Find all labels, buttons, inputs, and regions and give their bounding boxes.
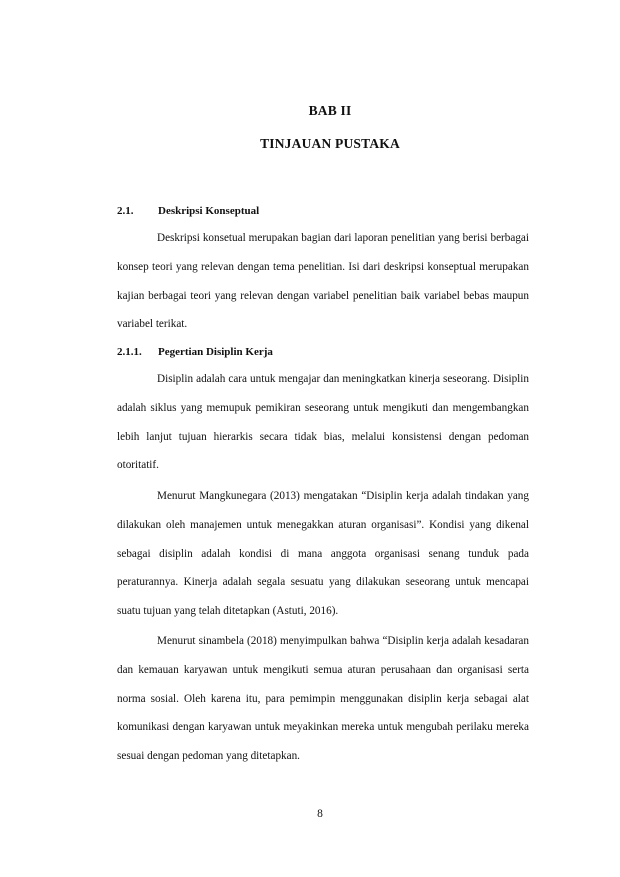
chapter-subtitle: TINJAUAN PUSTAKA [260, 136, 400, 151]
subsection-heading [117, 346, 273, 358]
subsection-title: Pegertian Disiplin Kerja [158, 346, 273, 358]
paragraph: Disiplin adalah cara untuk mengajar dan meningkatkan kinerja seseorang. Disiplin adalah siklus yang memupuk pemikiran seseorang untuk mengikuti dan mengembangkan lebih lanjut tujuan hierarkis secara tidak bias, melalui konsistensi dengan pedoman otoritatif. [117, 373, 529, 472]
paragraph: Menurut sinambela (2018) menyimpulkan bahwa “Disiplin kerja adalah kesadaran dan kemauan karyawan untuk mengikuti semua aturan perusahaan dan organisasi serta norma sosial. Oleh karena itu, para pemimpin menggunakan disiplin kerja sebagai alat komunikasi dengan karyawan untuk meyakinkan mereka untuk mengubah perilaku mereka sesuai dengan pedoman yang ditetapkan. [117, 635, 529, 763]
subsection-number: 2.1.1. [117, 346, 142, 358]
section-title: Deskripsi Konseptual [158, 205, 260, 217]
chapter-title: BAB II [308, 103, 352, 118]
section-heading [117, 205, 259, 217]
paragraph: Deskripsi konsetual merupakan bagian dari laporan penelitian yang berisi berbagai konsep teori yang relevan dengan tema penelitian. Isi dari deskripsi konseptual merupakan kajian berbagai teori yang relevan dengan variabel penelitian baik variabel bebas maupun variabel terikat. [117, 232, 529, 331]
page-number: 8 [317, 808, 323, 820]
paragraph: Menurut Mangkunegara (2013) mengatakan “Disiplin kerja adalah tindakan yang dilakukan oleh manajemen untuk menegakkan aturan organisasi”. Kondisi yang dikenal sebagai disiplin adalah kondisi di mana anggota organisasi senang tunduk pada peraturannya. Kinerja adalah segala sesuatu yang dilakukan seseorang untuk mencapai suatu tujuan yang telah ditetapkan (Astuti, 2016). [117, 490, 529, 618]
section-number: 2.1. [117, 205, 134, 217]
